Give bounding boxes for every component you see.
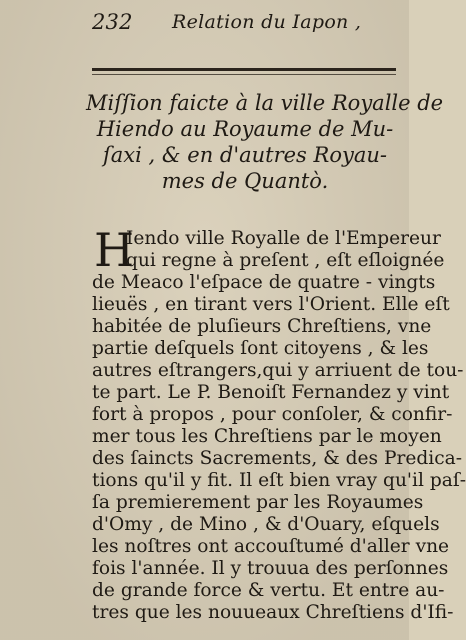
- heading-line: Hiendo au Royaume de Mu-: [96, 117, 394, 141]
- text-line: fois l'année. Il y trouua des perſonnes: [92, 558, 449, 579]
- text-line: les noſtres ont accouſtumé d'aller vne: [92, 536, 450, 557]
- running-title: Relation du Iapon ,: [172, 11, 362, 33]
- text-line: autres eſtrangers,qui y arriuent de tou-: [92, 360, 464, 381]
- text-line: tions qu'il y fit. Il eſt bien vray qu'il paſ-: [92, 470, 466, 491]
- heading-line: mes de Quantò.: [161, 169, 329, 193]
- body-text: [92, 223, 466, 624]
- text-line: te part. Le P. Benoiſt Fernandez y vint: [92, 382, 450, 403]
- page-number: 232: [92, 10, 133, 34]
- text-line: fort à propos , pour conſoler, & confir-: [92, 404, 453, 425]
- text-line: de grande force & vertu. Et entre au-: [92, 580, 445, 601]
- running-head: [92, 8, 392, 36]
- text-line: partie deſquels ſont citoyens , & les: [92, 338, 429, 359]
- text-line: lieuës , en tirant vers l'Orient. Elle eſt: [92, 294, 450, 315]
- text-line: ſa premierement par les Royaumes: [92, 492, 424, 513]
- text-line: Iendo ville Royalle de l'Empereur: [126, 228, 441, 249]
- header-rule-thin: [92, 74, 396, 75]
- heading-line: ſaxi , & en d'autres Royau-: [103, 143, 387, 167]
- heading-line: Miſſion faicte à la ville Royalle de: [86, 91, 444, 115]
- text-line: d'Omy , de Mino , & d'Ouary, eſquels: [92, 514, 440, 535]
- section-heading: [86, 90, 444, 194]
- text-line: des ſaincts Sacrements, & des Predica-: [92, 448, 463, 469]
- header-rule-thick: [92, 68, 396, 71]
- drop-cap: H: [94, 223, 135, 277]
- text-line: mer tous les Chreſtiens par le moyen: [92, 426, 442, 447]
- text-line: de Meaco l'eſpace de quatre - vingts: [92, 272, 436, 293]
- text-line: habitée de pluſieurs Chreſtiens, vne: [92, 316, 432, 337]
- text-line: tres que les nouueaux Chreſtiens d'Ifi-: [92, 602, 454, 623]
- text-line: qui regne à preſent , eſt eſloignée: [126, 250, 445, 271]
